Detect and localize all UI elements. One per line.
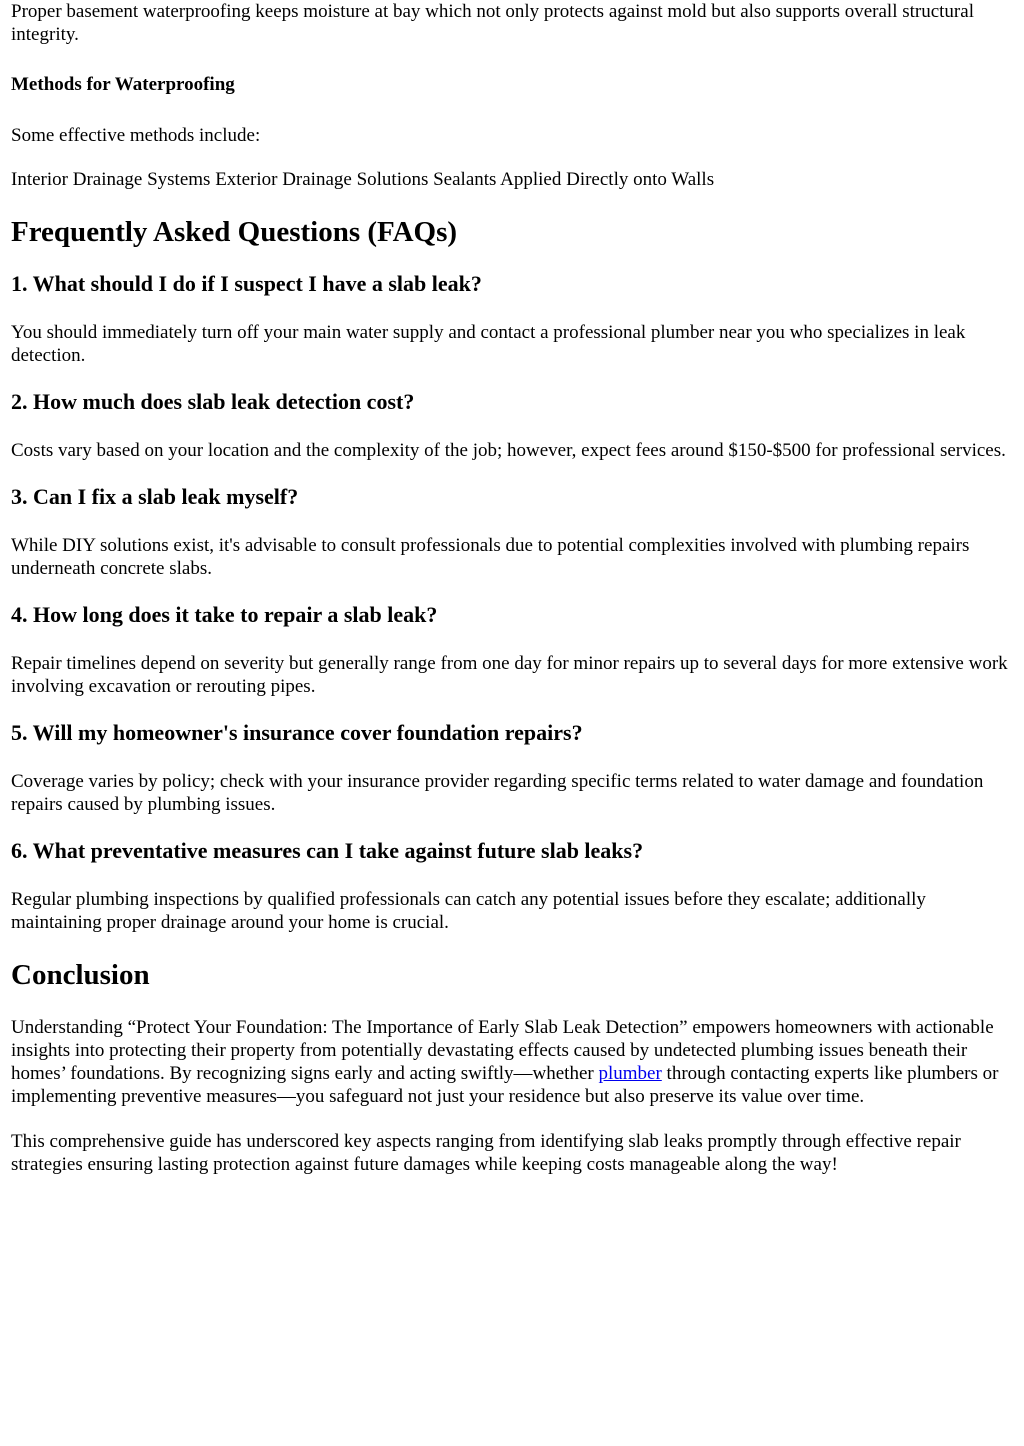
methods-heading: Methods for Waterproofing: [11, 74, 235, 95]
conclusion-paragraph-2: This comprehensive guide has underscored key aspects ranging from identifying slab leaks promptly through effective repair strategies ensuring lasting protection against future damages while keeping costs manageable along the way!: [11, 1131, 961, 1175]
faq-answer-4: Repair timelines depend on severity but generally range from one day for minor repairs up to several days for more extensive work involving excavation or rerouting pipes.: [11, 653, 1008, 697]
faq-answer-2: Costs vary based on your location and the complexity of the job; however, expect fees around $150-$500 for professional services.: [11, 440, 1006, 461]
faq-question-2: 2. How much does slab leak detection cost?: [11, 389, 415, 414]
faq-answer-6: Regular plumbing inspections by qualified professionals can catch any potential issues before they escalate; additionally maintaining proper drainage around your home is crucial.: [11, 889, 926, 933]
faq-question-4: 4. How long does it take to repair a slab leak?: [11, 602, 438, 627]
intro-paragraph: Proper basement waterproofing keeps moisture at bay which not only protects against mold but also supports overall structural integrity.: [11, 1, 974, 45]
conclusion-paragraph-1: [11, 1016, 1011, 1108]
document-page: [11, 0, 1011, 1176]
faq-answer-1: You should immediately turn off your main water supply and contact a professional plumber near you who specializes in leak detection.: [11, 322, 966, 366]
faq-question-5: 5. Will my homeowner's insurance cover foundation repairs?: [11, 720, 583, 745]
conclusion-heading: Conclusion: [11, 959, 150, 991]
faq-question-6: 6. What preventative measures can I take against future slab leaks?: [11, 838, 644, 863]
faq-question-3: 3. Can I fix a slab leak myself?: [11, 484, 299, 509]
faq-answer-3: While DIY solutions exist, it's advisable to consult professionals due to potential complexities involved with plumbing repairs underneath concrete slabs.: [11, 535, 970, 579]
faq-question-1: 1. What should I do if I suspect I have a slab leak?: [11, 271, 482, 296]
methods-list: Interior Drainage Systems Exterior Drainage Solutions Sealants Applied Directly onto Walls: [11, 169, 715, 190]
conclusion-text-after-link: through contacting experts like plumbers or implementing preventive measures—you safeguard not just your residence but also preserve its value over time.: [11, 1063, 999, 1107]
conclusion-text-before-link: Understanding “Protect Your Foundation: The Importance of Early Slab Leak Detection” empowers homeowners with actionable insights into protecting their property from potentially devastating effects caused by undetected plumbing issues beneath their homes’ foundations. By recognizing signs early and acting swiftly—whether: [11, 1017, 994, 1084]
methods-intro: Some effective methods include:: [11, 125, 261, 146]
plumber-link[interactable]: plumber: [598, 1063, 662, 1084]
faq-heading: Frequently Asked Questions (FAQs): [11, 216, 458, 248]
faq-answer-5: Coverage varies by policy; check with your insurance provider regarding specific terms related to water damage and foundation repairs caused by plumbing issues.: [11, 771, 984, 815]
